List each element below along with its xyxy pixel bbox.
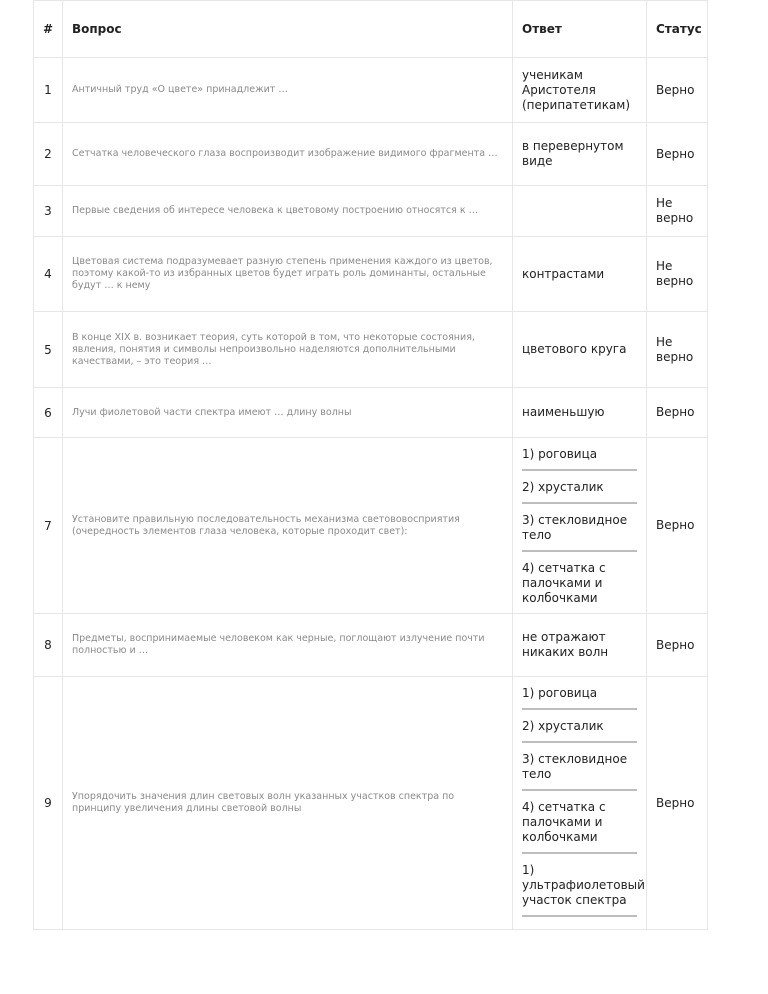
answer-text: контрастами <box>513 237 647 312</box>
sequence-item: 2) хрусталик <box>522 471 637 504</box>
row-number: 3 <box>34 186 63 237</box>
answer-text: цветового круга <box>513 312 647 388</box>
row-number: 1 <box>34 58 63 123</box>
row-number: 6 <box>34 388 63 438</box>
status-text: Верно <box>647 58 708 123</box>
question-text: Установите правильную последовательность механизма светововосприятия (очередность элементов глаза человека, которые проходит свет): <box>63 438 513 614</box>
status-text: Верно <box>647 677 708 930</box>
question-text: В конце XIX в. возникает теория, суть которой в том, что некоторые состояния, явления, понятия и символы непроизвольно наделяются дополнительными качествами, – это теория … <box>63 312 513 388</box>
column-header-number: # <box>34 1 63 58</box>
sequence-item: 4) сетчатка с палочками и колбочками <box>522 791 637 854</box>
row-number: 9 <box>34 677 63 930</box>
sequence-item: 3) стекловидное тело <box>522 504 637 552</box>
status-text: Не верно <box>647 186 708 237</box>
question-text: Сетчатка человеческого глаза воспроизводит изображение видимого фрагмента … <box>63 123 513 186</box>
answer-text: ученикам Аристотеля (перипатетикам) <box>513 58 647 123</box>
status-text: Верно <box>647 388 708 438</box>
table-row <box>34 186 708 237</box>
status-text: Не верно <box>647 312 708 388</box>
sequence-item: 2) хрусталик <box>522 710 637 743</box>
answer-text <box>513 186 647 237</box>
table-row <box>34 388 708 438</box>
answer-text: в перевернутом виде <box>513 123 647 186</box>
question-text: Античный труд «О цвете» принадлежит … <box>63 58 513 123</box>
question-text: Цветовая система подразумевает разную степень применения каждого из цветов, поэтому какой-то из избранных цветов будет играть роль доминанты, остальные будут … к нему <box>63 237 513 312</box>
answer-sequence <box>513 438 647 614</box>
column-header-status: Статус <box>647 1 708 58</box>
answer-sequence <box>513 677 647 930</box>
answer-text: наименьшую <box>513 388 647 438</box>
sequence-item: 4) сетчатка с палочками и колбочками <box>522 561 606 605</box>
question-text: Упорядочить значения длин световых волн указанных участков спектра по принципу увеличения длины световой волны <box>63 677 513 930</box>
table-header-row <box>34 1 708 58</box>
table-row <box>34 312 708 388</box>
status-text: Верно <box>647 614 708 677</box>
question-text: Предметы, воспринимаемые человеком как черные, поглощают излучение почти полностью и … <box>63 614 513 677</box>
sequence-item: 1) ультрафиолетовый участок спектра <box>522 854 637 917</box>
sequence-item: 1) роговица <box>522 438 637 471</box>
sequence-item: 1) роговица <box>522 677 637 710</box>
table-row <box>34 677 708 930</box>
table-row <box>34 123 708 186</box>
table-row <box>34 438 708 614</box>
row-number: 5 <box>34 312 63 388</box>
status-text: Не верно <box>647 237 708 312</box>
question-text: Первые сведения об интересе человека к цветовому построению относятся к … <box>63 186 513 237</box>
row-number: 7 <box>34 438 63 614</box>
column-header-answer: Ответ <box>513 1 647 58</box>
row-number: 8 <box>34 614 63 677</box>
status-text: Верно <box>647 438 708 614</box>
results-table <box>33 0 708 930</box>
answer-text: не отражают никаких волн <box>513 614 647 677</box>
status-text: Верно <box>647 123 708 186</box>
table-row <box>34 237 708 312</box>
table-row <box>34 58 708 123</box>
table-row <box>34 614 708 677</box>
question-text: Лучи фиолетовой части спектра имеют … длину волны <box>63 388 513 438</box>
row-number: 4 <box>34 237 63 312</box>
column-header-question: Вопрос <box>63 1 513 58</box>
row-number: 2 <box>34 123 63 186</box>
sequence-item: 3) стекловидное тело <box>522 743 637 791</box>
